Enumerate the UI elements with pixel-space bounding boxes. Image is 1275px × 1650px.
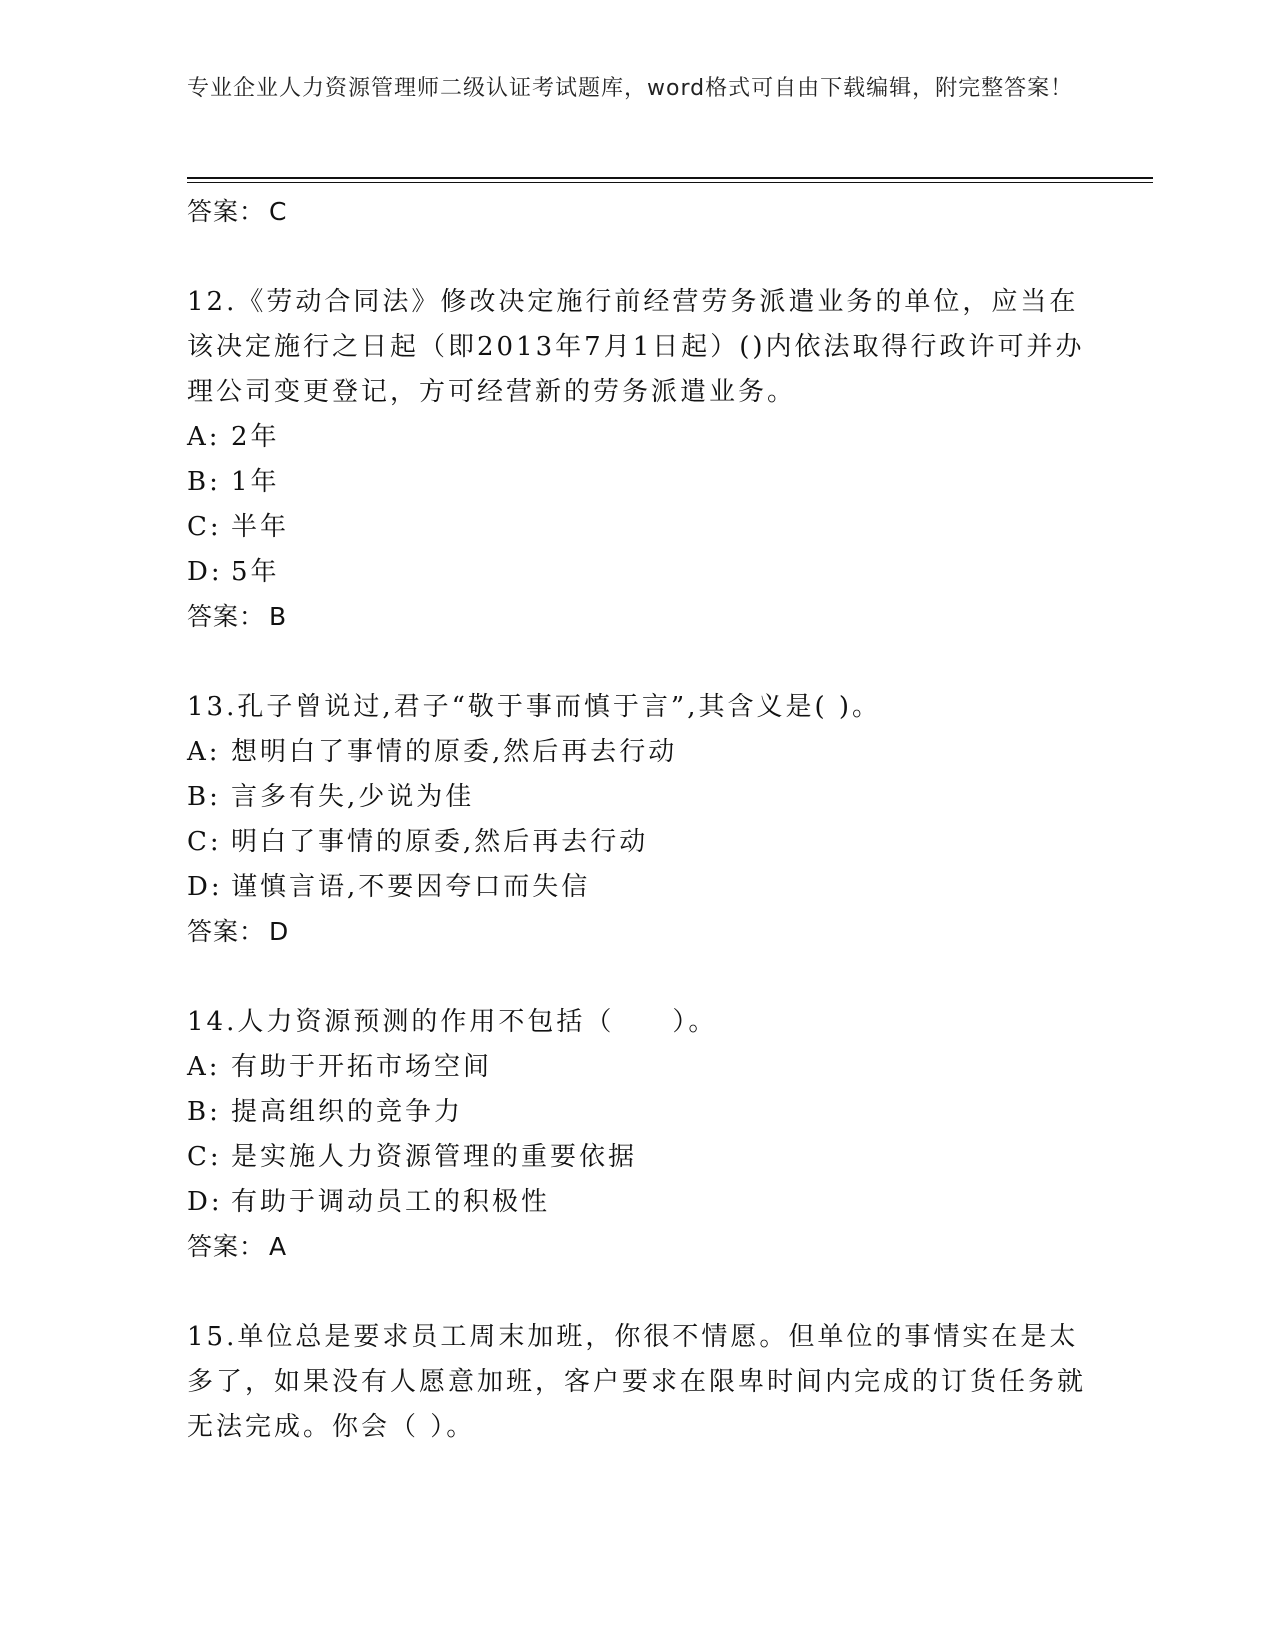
answer-label: 答案： xyxy=(187,917,266,946)
option-letter: B: xyxy=(187,467,221,497)
answer-value: A xyxy=(269,1232,288,1261)
answer-line-q12 xyxy=(187,595,1087,639)
option-text: 有助于调动员工的积极性 xyxy=(231,1187,551,1217)
question-stem-12: 12.《劳动合同法》修改决定施行前经营劳务派遣业务的单位，应当在该决定施行之日起（即2013年7月1日起）()内依法取得行政许可并办理公司变更登记，方可经营新的劳务派遣业务。 xyxy=(187,287,1085,407)
option-letter: C: xyxy=(187,827,222,857)
question-stem-14: 14.人力资源预测的作用不包括（ ）。 xyxy=(187,1007,718,1037)
option-text: 是实施人力资源管理的重要依据 xyxy=(231,1142,638,1172)
answer-value: C xyxy=(269,197,288,226)
option-d xyxy=(187,865,1087,910)
option-letter: D: xyxy=(187,872,223,902)
option-letter: A: xyxy=(187,737,221,767)
header-divider-thick xyxy=(187,177,1153,179)
option-c xyxy=(187,1135,1087,1180)
option-d xyxy=(187,550,1087,595)
option-text: 谨慎言语,不要因夸口而失信 xyxy=(231,872,591,902)
option-c xyxy=(187,820,1087,865)
option-letter: D: xyxy=(187,557,223,587)
option-text: 明白了事情的原委,然后再去行动 xyxy=(231,827,649,857)
answer-label: 答案： xyxy=(187,197,266,226)
answer-value: D xyxy=(269,917,290,946)
option-letter: B: xyxy=(187,1097,221,1127)
option-a xyxy=(187,730,1087,775)
option-text: 有助于开拓市场空间 xyxy=(231,1052,493,1082)
option-a xyxy=(187,1045,1087,1090)
answer-label: 答案： xyxy=(187,602,266,631)
option-letter: A: xyxy=(187,422,221,452)
option-letter: D: xyxy=(187,1187,223,1217)
answer-value: B xyxy=(269,602,288,631)
option-text: 想明白了事情的原委,然后再去行动 xyxy=(231,737,678,767)
option-text: 2年 xyxy=(231,422,280,452)
option-letter: C: xyxy=(187,512,222,542)
option-letter: B: xyxy=(187,782,221,812)
option-b xyxy=(187,460,1087,505)
document-body xyxy=(187,190,1087,1450)
option-text: 提高组织的竞争力 xyxy=(231,1097,464,1127)
option-b xyxy=(187,1090,1087,1135)
answer-line-q14 xyxy=(187,1225,1087,1269)
page-header: 专业企业人力资源管理师二级认证考试题库，word格式可自由下载编辑，附完整答案！ xyxy=(187,76,1074,101)
option-c xyxy=(187,505,1087,550)
option-d xyxy=(187,1180,1087,1225)
question-stem-15: 15.单位总是要求员工周末加班，你很不情愿。但单位的事情实在是太多了，如果没有人愿意加班，客户要求在限卑时间内完成的订货任务就无法完成。你会（ ）。 xyxy=(187,1322,1087,1442)
answer-label: 答案： xyxy=(187,1232,266,1261)
option-b xyxy=(187,775,1087,820)
answer-line-q11 xyxy=(187,190,1087,234)
question-stem-13: 13.孔子曾说过,君子“敬于事而慎于言”,其含义是( )。 xyxy=(187,692,882,722)
option-letter: A: xyxy=(187,1052,221,1082)
option-letter: C: xyxy=(187,1142,222,1172)
option-text: 5年 xyxy=(231,557,280,587)
header-divider-thin xyxy=(187,182,1153,183)
option-text: 言多有失,少说为佳 xyxy=(231,782,475,812)
option-text: 半年 xyxy=(231,512,290,542)
option-a xyxy=(187,415,1087,460)
option-text: 1年 xyxy=(231,467,280,497)
answer-line-q13 xyxy=(187,910,1087,954)
